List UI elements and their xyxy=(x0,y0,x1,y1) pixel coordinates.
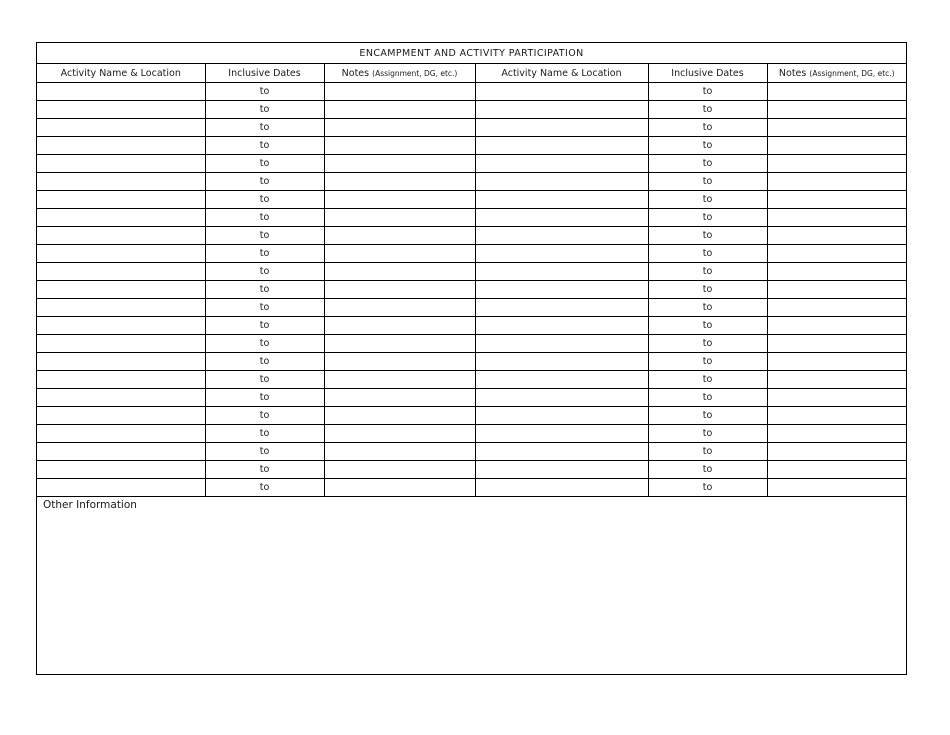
activity-cell[interactable] xyxy=(37,425,205,443)
activity-cell[interactable] xyxy=(37,479,205,497)
dates-cell[interactable] xyxy=(205,299,324,317)
activity-cell[interactable] xyxy=(475,353,648,371)
dates-cell[interactable] xyxy=(648,389,767,407)
table-row xyxy=(37,443,906,461)
notes-cell[interactable] xyxy=(324,263,475,281)
notes-cell[interactable] xyxy=(767,317,906,335)
activity-cell[interactable] xyxy=(475,209,648,227)
dates-cell[interactable] xyxy=(648,443,767,461)
date-separator: to xyxy=(259,392,270,403)
dates-cell[interactable] xyxy=(205,353,324,371)
activity-cell[interactable] xyxy=(37,83,205,101)
notes-cell[interactable] xyxy=(324,371,475,389)
header-dates-left: Inclusive Dates xyxy=(205,64,324,83)
dates-cell[interactable] xyxy=(648,407,767,425)
date-separator: to xyxy=(702,302,713,313)
notes-cell[interactable] xyxy=(767,191,906,209)
activity-cell[interactable] xyxy=(37,173,205,191)
activity-cell[interactable] xyxy=(475,155,648,173)
notes-cell[interactable] xyxy=(324,83,475,101)
dates-cell[interactable] xyxy=(205,425,324,443)
date-separator: to xyxy=(259,194,270,205)
table-row xyxy=(37,119,906,137)
dates-cell[interactable] xyxy=(205,263,324,281)
notes-cell[interactable] xyxy=(767,137,906,155)
notes-cell[interactable] xyxy=(767,479,906,497)
dates-cell[interactable] xyxy=(205,245,324,263)
header-activity-left: Activity Name & Location xyxy=(37,64,205,83)
dates-cell[interactable] xyxy=(205,461,324,479)
table-row xyxy=(37,227,906,245)
notes-cell[interactable] xyxy=(767,371,906,389)
date-separator: to xyxy=(702,248,713,259)
activity-cell[interactable] xyxy=(475,317,648,335)
date-separator: to xyxy=(702,284,713,295)
other-information-section[interactable] xyxy=(37,495,906,674)
header-notes-hint: (Assignment, DG, etc.) xyxy=(372,68,458,78)
dates-cell[interactable] xyxy=(205,335,324,353)
notes-cell[interactable] xyxy=(767,101,906,119)
activity-cell[interactable] xyxy=(475,443,648,461)
activity-cell[interactable] xyxy=(475,371,648,389)
notes-cell[interactable] xyxy=(767,173,906,191)
dates-cell[interactable] xyxy=(205,227,324,245)
date-separator: to xyxy=(702,320,713,331)
date-separator: to xyxy=(702,482,713,493)
dates-cell[interactable] xyxy=(205,101,324,119)
date-separator: to xyxy=(259,230,270,241)
notes-cell[interactable] xyxy=(324,227,475,245)
activity-cell[interactable] xyxy=(37,353,205,371)
activity-cell[interactable] xyxy=(475,389,648,407)
dates-cell[interactable] xyxy=(205,119,324,137)
date-separator: to xyxy=(702,374,713,385)
dates-cell[interactable] xyxy=(648,155,767,173)
dates-cell[interactable] xyxy=(205,443,324,461)
dates-cell[interactable] xyxy=(205,83,324,101)
activity-cell[interactable] xyxy=(475,137,648,155)
other-information-label: Other Information xyxy=(43,499,137,511)
activity-cell[interactable] xyxy=(475,191,648,209)
table-row xyxy=(37,407,906,425)
notes-cell[interactable] xyxy=(324,461,475,479)
notes-cell[interactable] xyxy=(767,155,906,173)
participation-table xyxy=(37,43,906,497)
date-separator: to xyxy=(259,122,270,133)
dates-cell[interactable] xyxy=(648,461,767,479)
date-separator: to xyxy=(702,428,713,439)
activity-cell[interactable] xyxy=(37,407,205,425)
date-separator: to xyxy=(259,158,270,169)
date-separator: to xyxy=(259,482,270,493)
table-row xyxy=(37,191,906,209)
header-notes-label: Notes xyxy=(341,67,370,79)
header-dates-right: Inclusive Dates xyxy=(648,64,767,83)
dates-cell[interactable] xyxy=(205,407,324,425)
activity-cell[interactable] xyxy=(475,479,648,497)
notes-cell[interactable] xyxy=(324,209,475,227)
date-separator: to xyxy=(259,302,270,313)
date-separator: to xyxy=(259,86,270,97)
notes-cell[interactable] xyxy=(767,281,906,299)
table-row xyxy=(37,371,906,389)
date-separator: to xyxy=(702,158,713,169)
notes-cell[interactable] xyxy=(767,461,906,479)
participation-form xyxy=(36,42,907,675)
table-row xyxy=(37,479,906,497)
header-activity-right: Activity Name & Location xyxy=(475,64,648,83)
table-row xyxy=(37,461,906,479)
activity-cell[interactable] xyxy=(37,245,205,263)
date-separator: to xyxy=(702,464,713,475)
table-row xyxy=(37,245,906,263)
activity-cell[interactable] xyxy=(37,281,205,299)
table-row xyxy=(37,83,906,101)
activity-cell[interactable] xyxy=(37,227,205,245)
header-notes-right xyxy=(767,64,906,83)
dates-cell[interactable] xyxy=(648,245,767,263)
date-separator: to xyxy=(702,392,713,403)
table-row xyxy=(37,299,906,317)
dates-cell[interactable] xyxy=(205,389,324,407)
date-separator: to xyxy=(702,176,713,187)
dates-cell[interactable] xyxy=(205,371,324,389)
date-separator: to xyxy=(702,140,713,151)
notes-cell[interactable] xyxy=(767,425,906,443)
activity-cell[interactable] xyxy=(37,335,205,353)
form-title: ENCAMPMENT AND ACTIVITY PARTICIPATION xyxy=(37,43,906,64)
notes-cell[interactable] xyxy=(767,83,906,101)
table-row xyxy=(37,317,906,335)
notes-cell[interactable] xyxy=(324,191,475,209)
notes-cell[interactable] xyxy=(324,443,475,461)
activity-cell[interactable] xyxy=(475,173,648,191)
activity-cell[interactable] xyxy=(37,371,205,389)
date-separator: to xyxy=(702,356,713,367)
activity-cell[interactable] xyxy=(475,119,648,137)
dates-cell[interactable] xyxy=(205,173,324,191)
activity-cell[interactable] xyxy=(475,335,648,353)
activity-cell[interactable] xyxy=(37,119,205,137)
notes-cell[interactable] xyxy=(324,119,475,137)
date-separator: to xyxy=(259,248,270,259)
table-body xyxy=(37,83,906,497)
date-separator: to xyxy=(259,410,270,421)
date-separator: to xyxy=(702,266,713,277)
date-separator: to xyxy=(702,194,713,205)
table-row xyxy=(37,281,906,299)
activity-cell[interactable] xyxy=(37,263,205,281)
notes-cell[interactable] xyxy=(324,317,475,335)
activity-cell[interactable] xyxy=(475,425,648,443)
dates-cell[interactable] xyxy=(205,209,324,227)
activity-cell[interactable] xyxy=(475,101,648,119)
dates-cell[interactable] xyxy=(648,209,767,227)
notes-cell[interactable] xyxy=(767,407,906,425)
notes-cell[interactable] xyxy=(324,389,475,407)
activity-cell[interactable] xyxy=(37,389,205,407)
date-separator: to xyxy=(702,86,713,97)
dates-cell[interactable] xyxy=(648,173,767,191)
date-separator: to xyxy=(259,176,270,187)
dates-cell[interactable] xyxy=(648,227,767,245)
notes-cell[interactable] xyxy=(767,209,906,227)
dates-cell[interactable] xyxy=(648,299,767,317)
dates-cell[interactable] xyxy=(648,425,767,443)
notes-cell[interactable] xyxy=(324,335,475,353)
activity-cell[interactable] xyxy=(475,263,648,281)
date-separator: to xyxy=(259,140,270,151)
activity-cell[interactable] xyxy=(37,155,205,173)
date-separator: to xyxy=(259,212,270,223)
notes-cell[interactable] xyxy=(324,155,475,173)
table-row xyxy=(37,155,906,173)
activity-cell[interactable] xyxy=(475,407,648,425)
dates-cell[interactable] xyxy=(648,83,767,101)
notes-cell[interactable] xyxy=(767,299,906,317)
notes-cell[interactable] xyxy=(324,245,475,263)
table-row xyxy=(37,173,906,191)
dates-cell[interactable] xyxy=(205,479,324,497)
date-separator: to xyxy=(259,464,270,475)
header-notes-label: Notes xyxy=(778,67,807,79)
notes-cell[interactable] xyxy=(324,407,475,425)
notes-cell[interactable] xyxy=(324,353,475,371)
dates-cell[interactable] xyxy=(648,137,767,155)
dates-cell[interactable] xyxy=(205,281,324,299)
dates-cell[interactable] xyxy=(648,479,767,497)
date-separator: to xyxy=(259,320,270,331)
notes-cell[interactable] xyxy=(324,281,475,299)
activity-cell[interactable] xyxy=(475,299,648,317)
date-separator: to xyxy=(702,230,713,241)
activity-cell[interactable] xyxy=(37,461,205,479)
notes-cell[interactable] xyxy=(767,443,906,461)
activity-cell[interactable] xyxy=(37,101,205,119)
notes-cell[interactable] xyxy=(324,173,475,191)
dates-cell[interactable] xyxy=(648,281,767,299)
dates-cell[interactable] xyxy=(205,317,324,335)
date-separator: to xyxy=(702,410,713,421)
date-separator: to xyxy=(702,212,713,223)
date-separator: to xyxy=(702,104,713,115)
date-separator: to xyxy=(259,338,270,349)
dates-cell[interactable] xyxy=(648,263,767,281)
date-separator: to xyxy=(259,428,270,439)
notes-cell[interactable] xyxy=(324,299,475,317)
activity-cell[interactable] xyxy=(475,281,648,299)
table-row xyxy=(37,425,906,443)
date-separator: to xyxy=(259,104,270,115)
activity-cell[interactable] xyxy=(475,83,648,101)
table-row xyxy=(37,209,906,227)
dates-cell[interactable] xyxy=(648,191,767,209)
activity-cell[interactable] xyxy=(37,191,205,209)
activity-cell[interactable] xyxy=(37,443,205,461)
date-separator: to xyxy=(259,446,270,457)
header-notes-hint: (Assignment, DG, etc.) xyxy=(809,68,895,78)
notes-cell[interactable] xyxy=(324,101,475,119)
notes-cell[interactable] xyxy=(767,245,906,263)
table-row xyxy=(37,101,906,119)
date-separator: to xyxy=(259,266,270,277)
date-separator: to xyxy=(259,284,270,295)
table-row xyxy=(37,335,906,353)
date-separator: to xyxy=(702,446,713,457)
notes-cell[interactable] xyxy=(324,425,475,443)
table-row xyxy=(37,137,906,155)
activity-cell[interactable] xyxy=(37,299,205,317)
dates-cell[interactable] xyxy=(205,155,324,173)
notes-cell[interactable] xyxy=(767,119,906,137)
activity-cell[interactable] xyxy=(475,245,648,263)
dates-cell[interactable] xyxy=(648,119,767,137)
date-separator: to xyxy=(259,356,270,367)
dates-cell[interactable] xyxy=(205,191,324,209)
notes-cell[interactable] xyxy=(324,137,475,155)
notes-cell[interactable] xyxy=(324,479,475,497)
table-row xyxy=(37,353,906,371)
dates-cell[interactable] xyxy=(648,335,767,353)
activity-cell[interactable] xyxy=(37,137,205,155)
date-separator: to xyxy=(702,338,713,349)
dates-cell[interactable] xyxy=(648,317,767,335)
activity-cell[interactable] xyxy=(475,461,648,479)
notes-cell[interactable] xyxy=(767,227,906,245)
notes-cell[interactable] xyxy=(767,335,906,353)
table-row xyxy=(37,389,906,407)
dates-cell[interactable] xyxy=(648,353,767,371)
activity-cell[interactable] xyxy=(37,209,205,227)
table-row xyxy=(37,263,906,281)
date-separator: to xyxy=(259,374,270,385)
dates-cell[interactable] xyxy=(648,101,767,119)
activity-cell[interactable] xyxy=(475,227,648,245)
activity-cell[interactable] xyxy=(37,317,205,335)
notes-cell[interactable] xyxy=(767,263,906,281)
notes-cell[interactable] xyxy=(767,353,906,371)
notes-cell[interactable] xyxy=(767,389,906,407)
header-notes-left xyxy=(324,64,475,83)
date-separator: to xyxy=(702,122,713,133)
dates-cell[interactable] xyxy=(205,137,324,155)
dates-cell[interactable] xyxy=(648,371,767,389)
